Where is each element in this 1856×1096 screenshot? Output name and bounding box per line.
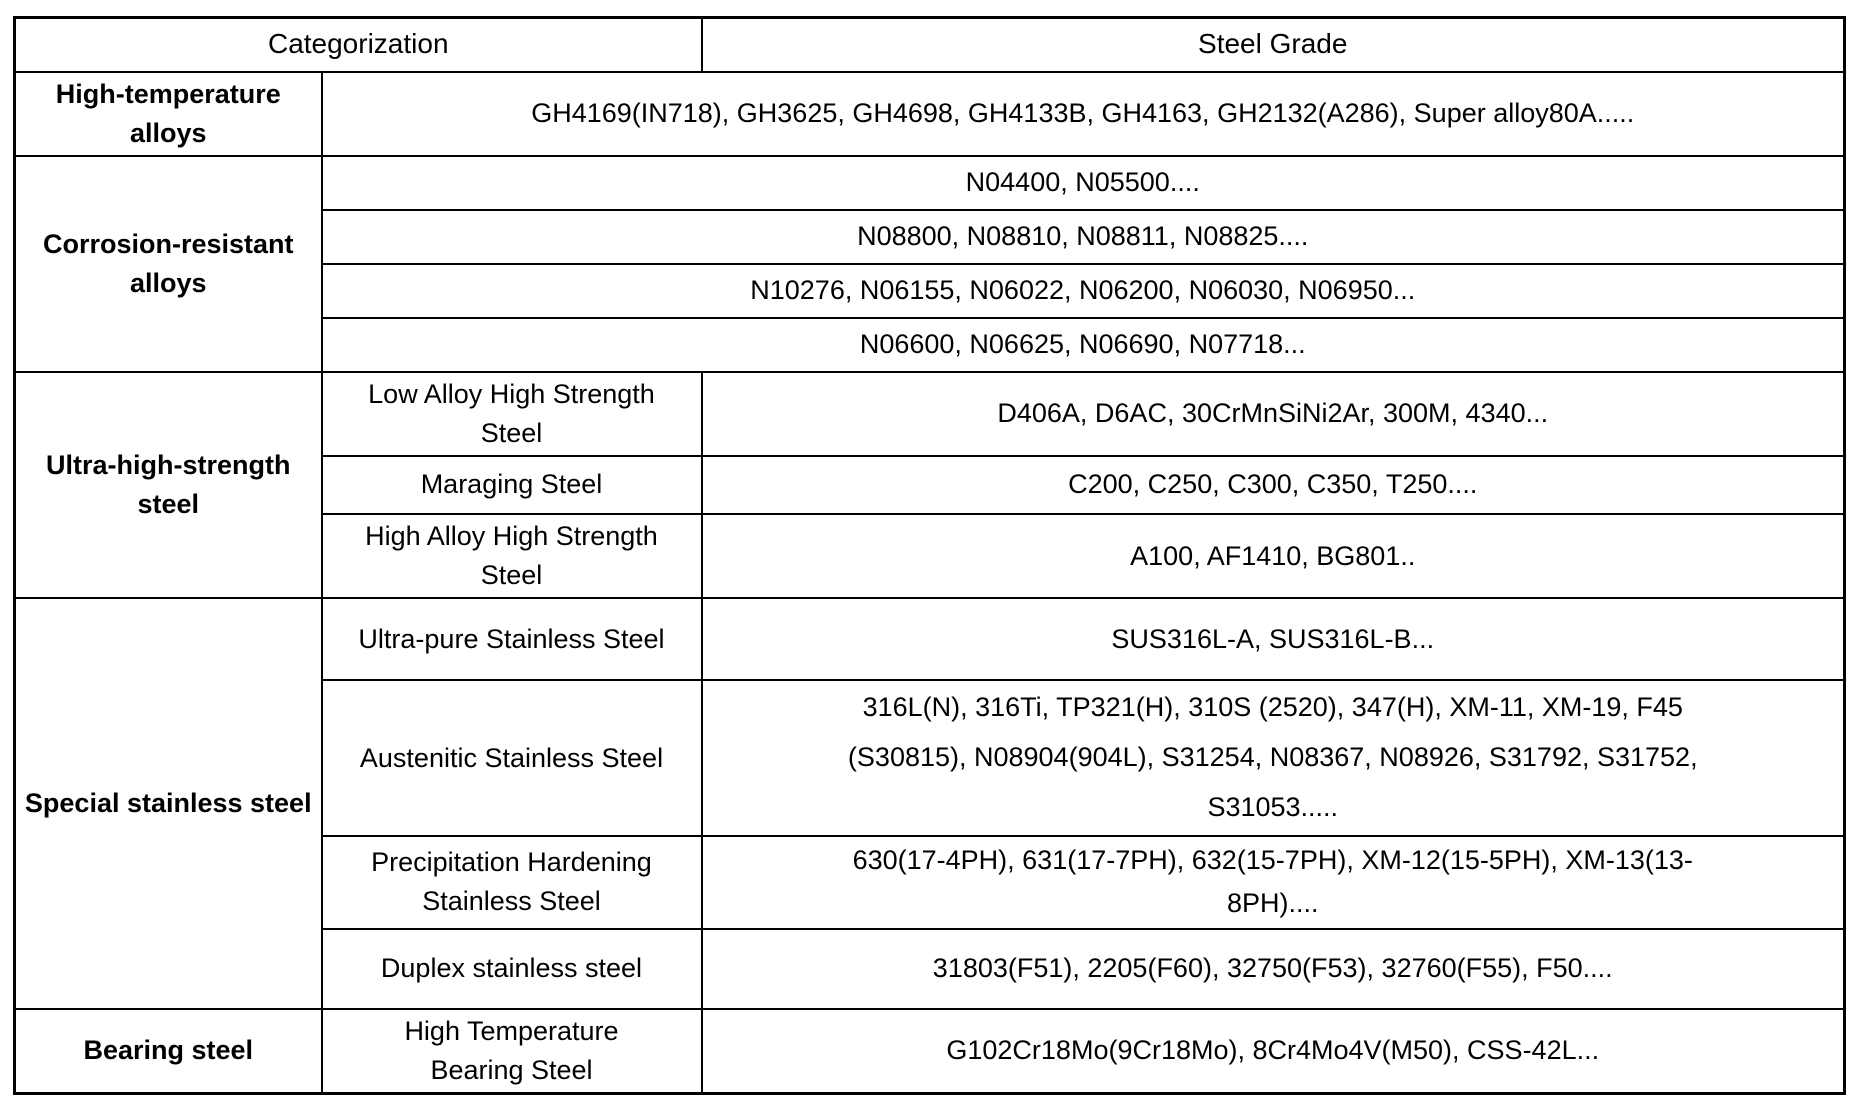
grades-corrosion-row-3: N10276, N06155, N06022, N06200, N06030, N06950...: [322, 264, 1845, 318]
category-special-stainless-steel: Special stainless steel: [15, 598, 322, 1008]
category-high-temperature-alloys: High-temperature alloys: [15, 72, 322, 156]
header-steel-grade-cell: Steel Grade: [702, 18, 1845, 72]
table-row: [15, 156, 1845, 210]
grades-high-alloy-high-strength-steel: A100, AF1410, BG801..: [702, 514, 1845, 598]
grades-austenitic-stainless-steel: [702, 680, 1845, 836]
grades-text: 630(17-4PH), 631(17-7PH), 632(15-7PH), XM-12(15-5PH), XM-13(13-8PH)....: [852, 845, 1693, 919]
table-row: [15, 598, 1845, 680]
subcategory-duplex-stainless-steel: [322, 929, 702, 1009]
subcategory-precipitation-hardening-stainless-steel: [322, 836, 702, 928]
header-row: [15, 18, 1845, 72]
table-row: [15, 372, 1845, 456]
category-ultra-high-strength-steel: Ultra-high-strength steel: [15, 372, 322, 599]
subcategory-label: Maraging Steel: [420, 469, 603, 500]
subcategory-high-alloy-high-strength-steel: [322, 514, 702, 598]
grades-low-alloy-high-strength-steel: D406A, D6AC, 30CrMnSiNi2Ar, 300M, 4340...: [702, 372, 1845, 456]
subcategory-high-temperature-bearing-steel: [322, 1009, 702, 1094]
steel-grade-table: [13, 16, 1846, 1095]
grades-corrosion-row-4: N06600, N06625, N06690, N07718...: [322, 318, 1845, 372]
grades-duplex-stainless-steel: 31803(F51), 2205(F60), 32750(F53), 32760(F55), F50....: [702, 929, 1845, 1009]
subcategory-label: Ultra-pure Stainless Steel: [358, 623, 665, 654]
grades-precipitation-hardening-stainless-steel: [702, 836, 1845, 928]
grades-ultra-pure-stainless-steel: SUS316L-A, SUS316L-B...: [702, 598, 1845, 680]
subcategory-austenitic-stainless-steel: [322, 680, 702, 836]
grades-corrosion-row-1: N04400, N05500....: [322, 156, 1845, 210]
subcategory-low-alloy-high-strength-steel: [322, 372, 702, 456]
subcategory-maraging-steel: [322, 456, 702, 514]
subcategory-label: Low Alloy High Strength Steel: [368, 378, 655, 448]
header-categorization-cell: Categorization: [15, 18, 702, 72]
grades-text: 316L(N), 316Ti, TP321(H), 310S (2520), 347(H), XM-11, XM-19, F45 (S30815), N08904(904L), S31254, N08367, N08926, S31792, S31752, S31053.....: [847, 692, 1698, 823]
grades-high-temperature-bearing-steel: G102Cr18Mo(9Cr18Mo), 8Cr4Mo4V(M50), CSS-42L...: [702, 1009, 1845, 1094]
subcategory-label: Duplex stainless steel: [380, 952, 643, 983]
subcategory-label: High Temperature Bearing Steel: [404, 1015, 619, 1085]
table-row: [15, 1009, 1845, 1094]
category-corrosion-resistant-alloys: Corrosion-resistant alloys: [15, 156, 322, 372]
grades-corrosion-row-2: N08800, N08810, N08811, N08825....: [322, 210, 1845, 264]
grades-high-temperature-alloys: GH4169(IN718), GH3625, GH4698, GH4133B, GH4163, GH2132(A286), Super alloy80A.....: [322, 72, 1845, 156]
subcategory-label: Austenitic Stainless Steel: [359, 742, 664, 773]
subcategory-ultra-pure-stainless-steel: [322, 598, 702, 680]
subcategory-label: Precipitation Hardening Stainless Steel: [371, 847, 652, 917]
table-row: [15, 72, 1845, 156]
category-bearing-steel: Bearing steel: [15, 1009, 322, 1094]
subcategory-label: High Alloy High Strength Steel: [365, 521, 658, 591]
grades-maraging-steel: C200, C250, C300, C350, T250....: [702, 456, 1845, 514]
